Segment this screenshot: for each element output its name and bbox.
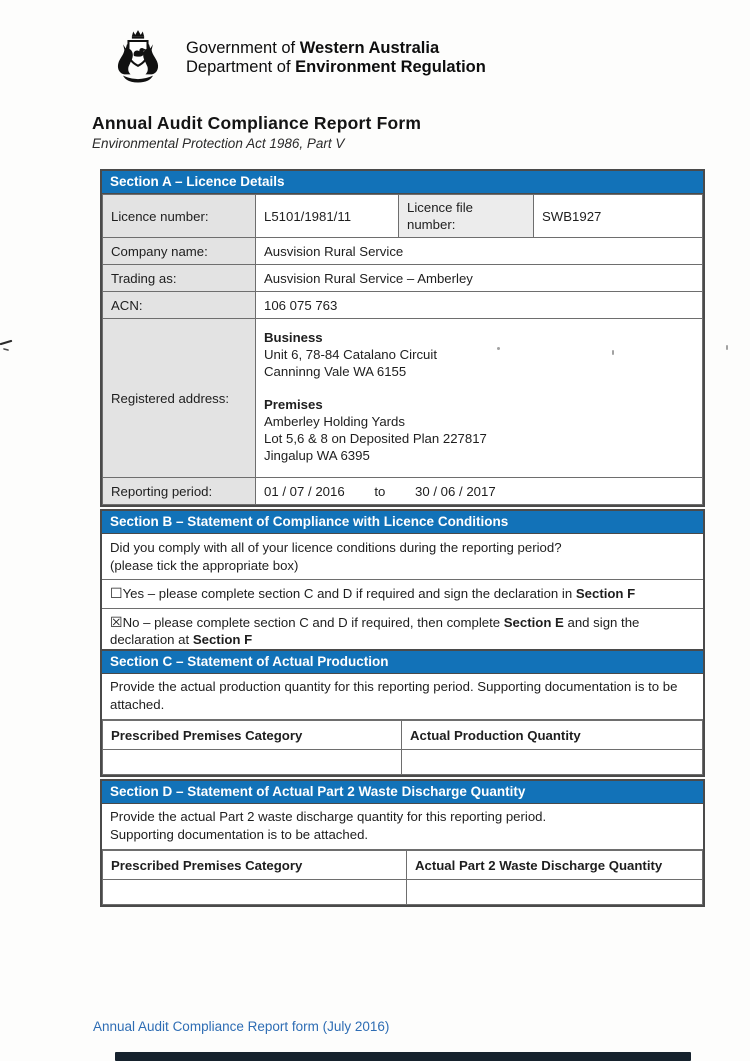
no-option-section-ref-f: Section F (192, 632, 253, 647)
table-row (103, 478, 703, 505)
table-row (103, 319, 703, 478)
compliance-question-line1: Did you comply with all of your licence conditions during the reporting period? (110, 540, 562, 555)
masthead-line1: Government of Western Australia (186, 38, 440, 57)
reporting-period-value (256, 478, 703, 505)
section-c-heading: Section C – Statement of Actual Production (102, 651, 703, 674)
category-cell-empty (103, 750, 402, 775)
section-a-heading: Section A – Licence Details (102, 171, 703, 194)
licence-file-number-value: SWB1927 (534, 195, 703, 238)
prescribed-premises-category-header: Prescribed Premises Category (103, 721, 402, 750)
no-checkbox-checked: ☒ (110, 613, 123, 630)
page-subtitle: Environmental Protection Act 1986, Part V (92, 136, 345, 151)
address-premises-line: Amberley Holding Yards (264, 414, 405, 429)
address-business-line: Canninng Vale WA 6155 (264, 364, 407, 379)
prescribed-premises-category-header: Prescribed Premises Category (103, 851, 407, 880)
company-name-label: Company name: (103, 238, 256, 265)
scan-bottom-bar-artifact (115, 1052, 691, 1061)
section-b-heading: Section B – Statement of Compliance with Licence Conditions (102, 511, 703, 534)
masthead-line2: Department of Environment Regulation (186, 58, 486, 76)
acn-value: 106 075 763 (256, 292, 703, 319)
compliance-question (102, 534, 703, 580)
address-premises-heading: Premises (264, 397, 323, 412)
address-business-line: Unit 6, 78-84 Catalano Circuit (264, 347, 437, 362)
section-d-heading: Section D – Statement of Actual Part 2 Waste Discharge Quantity (102, 781, 703, 804)
licence-number-value: L5101/1981/11 (256, 195, 399, 238)
acn-label: ACN: (103, 292, 256, 319)
government-masthead (104, 27, 486, 89)
yes-option-row (102, 580, 703, 609)
scan-speck-artifact (726, 345, 728, 350)
scan-speck-artifact (497, 347, 500, 350)
yes-option-section-ref: Section F (575, 586, 636, 601)
scan-pen-mark-artifact (0, 337, 20, 353)
reporting-period-joiner: to (374, 483, 386, 499)
compliance-question-line2: (please tick the appropriate box) (110, 557, 299, 573)
no-option-section-ref-e: Section E (503, 614, 564, 630)
reporting-period-to: 30 / 06 / 2017 (415, 483, 496, 499)
quantity-cell-empty (407, 880, 703, 905)
masthead-text (186, 39, 486, 78)
section-c-actual-production (100, 649, 705, 777)
yes-checkbox-unchecked: ☐ (110, 585, 123, 601)
wa-coat-of-arms-icon (104, 27, 172, 89)
registered-address-value (256, 319, 703, 478)
scan-speck-artifact (612, 350, 614, 355)
table-row (103, 265, 703, 292)
document-title-block (92, 113, 421, 151)
address-premises-line: Jingalup WA 6395 (264, 448, 370, 463)
reporting-period-from: 01 / 07 / 2016 (264, 483, 345, 499)
no-option-text-2: and sign the declaration at (110, 614, 640, 647)
trading-as-value: Ausvision Rural Service – Amberley (256, 265, 703, 292)
table-row (103, 238, 703, 265)
table-row (103, 880, 703, 905)
section-d-instructions: Provide the actual Part 2 waste discharge quantity for this reporting period. Supporting documentation is to be attached. (102, 804, 703, 850)
address-business-heading: Business (264, 330, 323, 345)
section-d-waste-discharge (100, 779, 705, 907)
address-blank-gap (264, 380, 694, 396)
company-name-value: Ausvision Rural Service (256, 238, 703, 265)
section-c-table (102, 720, 703, 775)
table-header-row (103, 851, 703, 880)
section-c-instructions: Provide the actual production quantity for this reporting period. Supporting documentation is to be attached. (102, 674, 703, 720)
licence-number-label: Licence number: (103, 195, 256, 238)
page-title: Annual Audit Compliance Report Form (92, 113, 422, 133)
table-row (103, 292, 703, 319)
section-d-table (102, 850, 703, 905)
licence-file-number-label: Licence file number: (399, 195, 534, 238)
table-header-row (103, 721, 703, 750)
yes-option-text: Yes – please complete section C and D if required and sign the declaration in (122, 586, 576, 601)
quantity-cell-empty (402, 750, 703, 775)
address-premises-line: Lot 5,6 & 8 on Deposited Plan 227817 (264, 431, 487, 446)
trading-as-label: Trading as: (103, 265, 256, 292)
table-row (103, 750, 703, 775)
section-b-compliance-statement (100, 509, 705, 656)
actual-production-quantity-header: Actual Production Quantity (402, 721, 703, 750)
document-footer: Annual Audit Compliance Report form (July 2016) (93, 1019, 390, 1034)
no-option-row (102, 609, 703, 654)
table-row (103, 195, 703, 238)
section-a-licence-details (100, 169, 705, 507)
no-option-text: No – please complete section C and D if required, then complete (122, 614, 504, 630)
category-cell-empty (103, 880, 407, 905)
registered-address-label: Registered address: (103, 319, 256, 478)
reporting-period-label: Reporting period: (103, 478, 256, 505)
actual-waste-discharge-quantity-header: Actual Part 2 Waste Discharge Quantity (407, 851, 703, 880)
